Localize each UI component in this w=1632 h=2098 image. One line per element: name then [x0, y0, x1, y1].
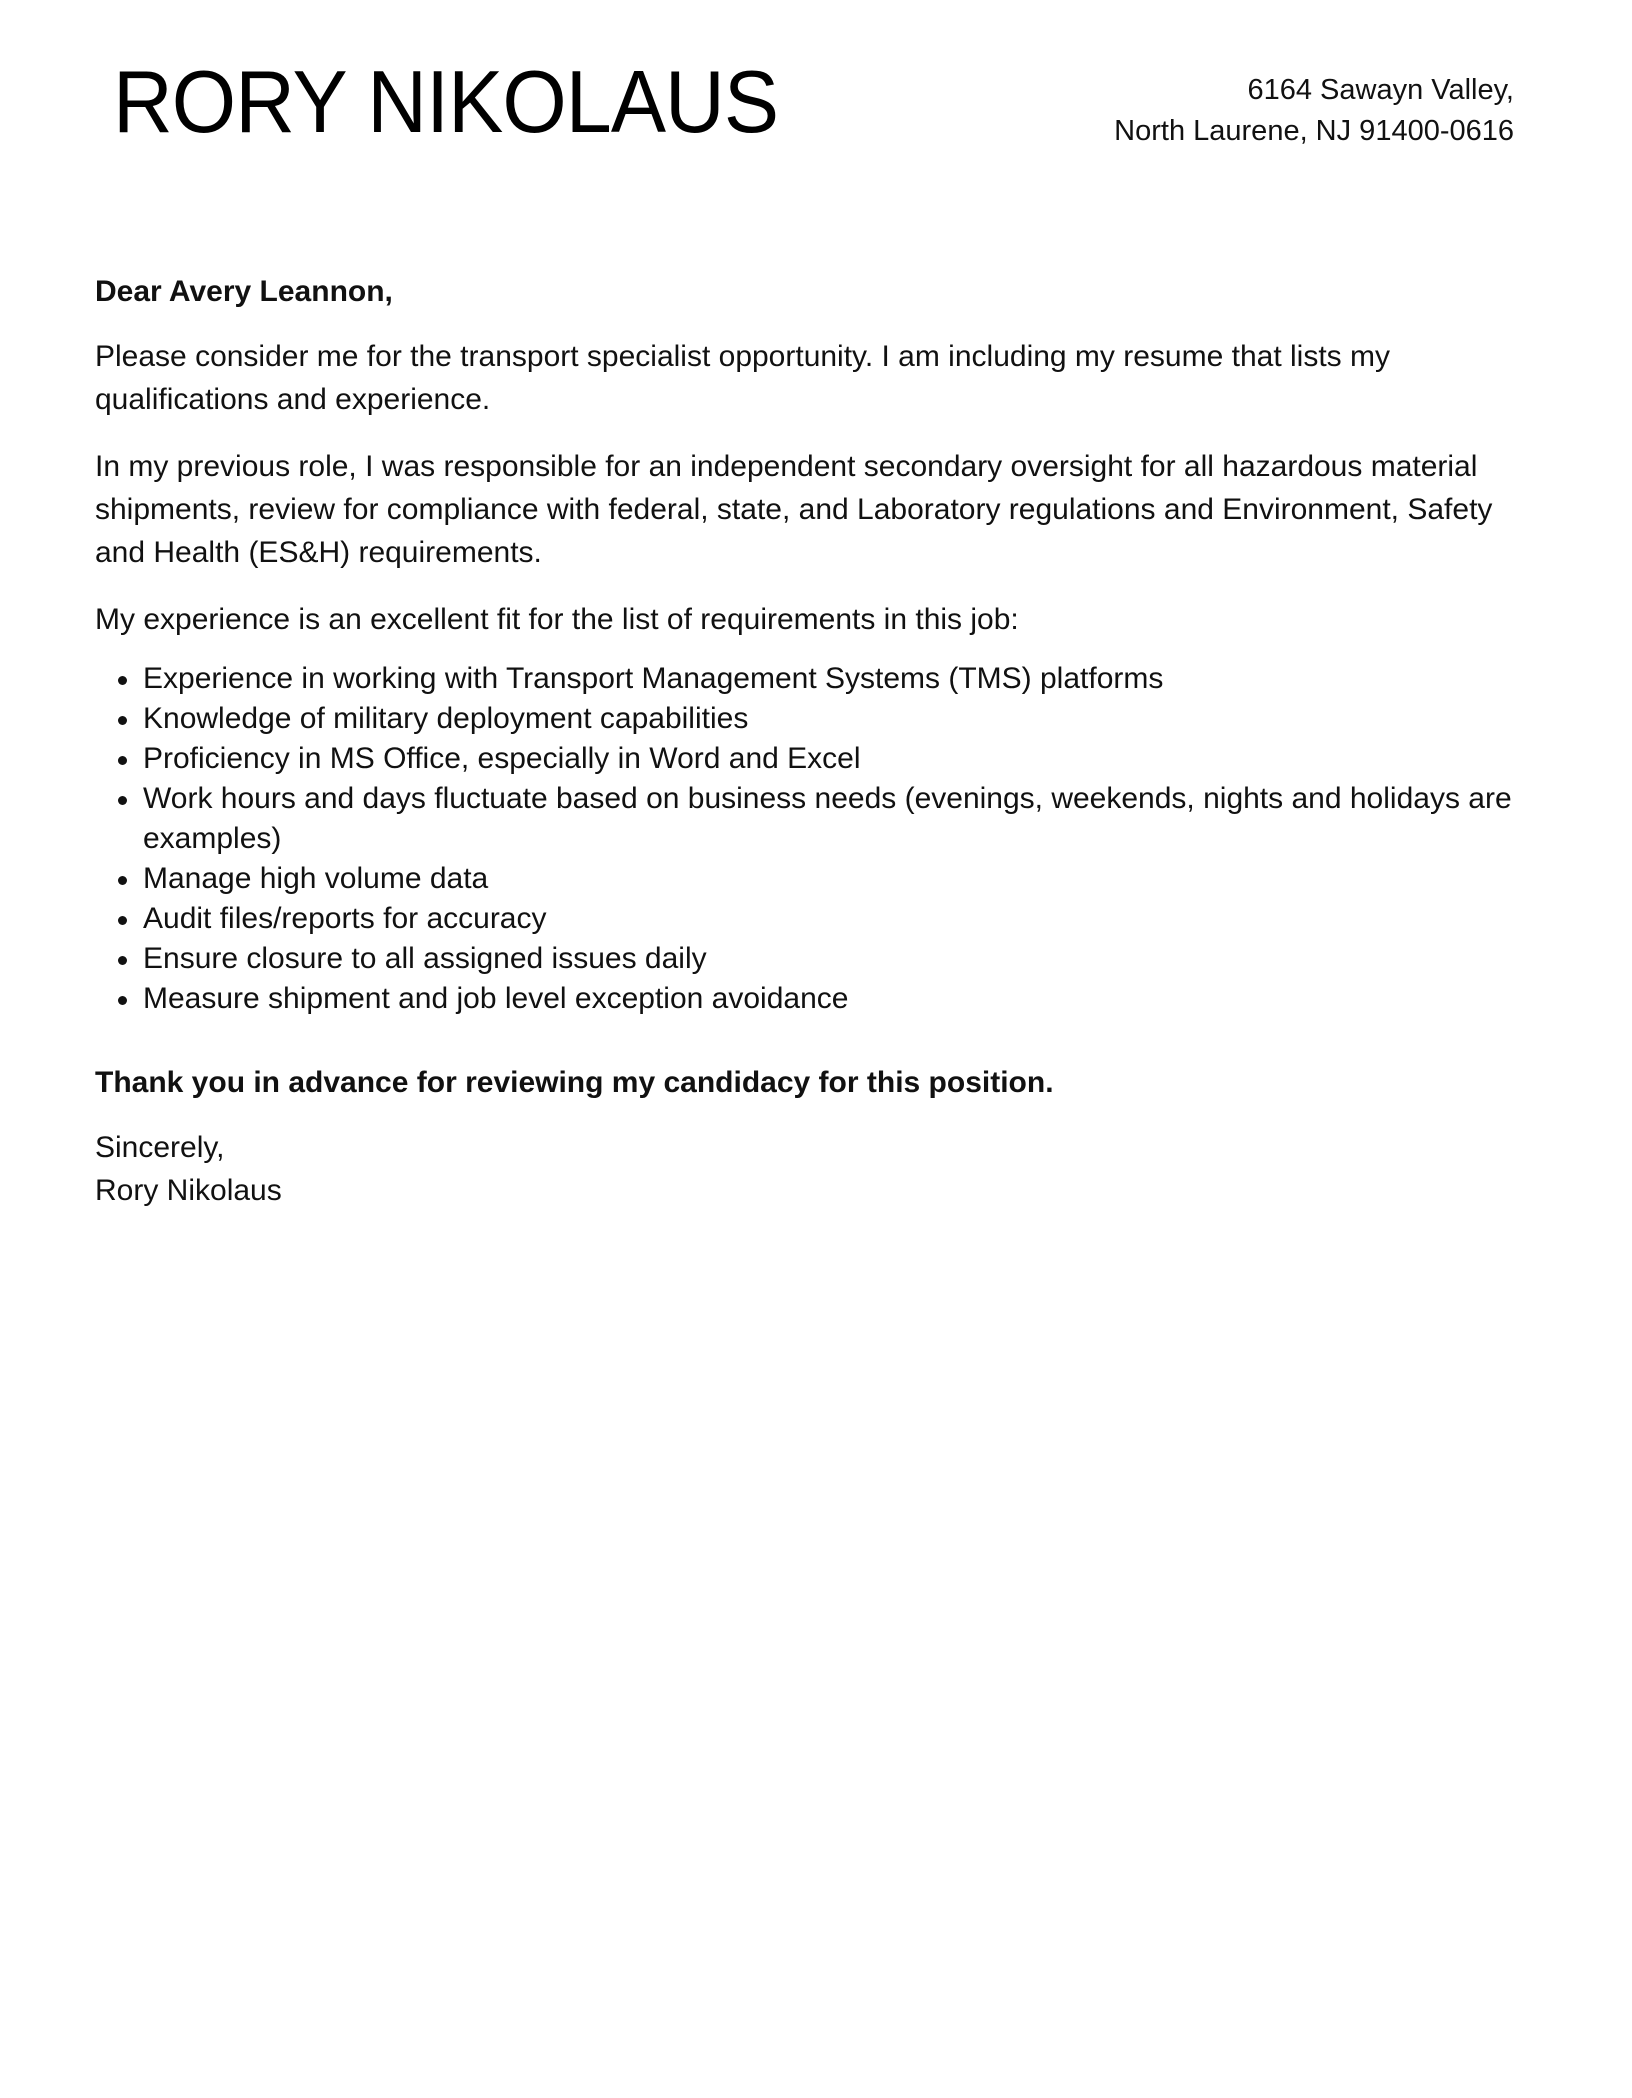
signoff: Sincerely,: [95, 1131, 225, 1164]
list-item: [95, 979, 1535, 1019]
bullet-icon: [118, 876, 127, 885]
address-line-2: North Laurene, NJ 91400-0616: [1114, 115, 1514, 147]
bullet-icon: [118, 916, 127, 925]
requirements-list: [95, 659, 1535, 1019]
bullet-icon: [118, 716, 127, 725]
bullet-icon: [118, 996, 127, 1005]
applicant-name: RORY NIKOLAUS: [113, 52, 779, 151]
address-line-1: 6164 Sawayn Valley,: [1247, 74, 1514, 106]
list-item-text: Work hours and days fluctuate based on business needs (evenings, weekends, nights and holidays are examples): [143, 782, 1512, 855]
list-item-text: Manage high volume data: [143, 862, 489, 895]
list-item-text: Knowledge of military deployment capabilities: [143, 702, 749, 735]
list-item: [95, 699, 1535, 739]
letter-body: [95, 270, 1535, 1212]
signature: Rory Nikolaus: [95, 1174, 282, 1207]
list-item: [95, 739, 1535, 779]
list-item: [95, 899, 1535, 939]
applicant-address: [1114, 70, 1514, 152]
bullet-icon: [118, 676, 127, 685]
greeting: Dear Avery Leannon,: [95, 275, 393, 308]
list-item: [95, 779, 1535, 859]
list-item-text: Ensure closure to all assigned issues daily: [143, 942, 707, 975]
list-item: [95, 859, 1535, 899]
intro-paragraph: Please consider me for the transport specialist opportunity. I am including my resume that lists my qualifications and experience.: [95, 340, 1390, 416]
list-item: [95, 659, 1535, 699]
experience-paragraph: In my previous role, I was responsible for an independent secondary oversight for all hazardous material shipments, review for compliance with federal, state, and Laboratory regulations and Environment, Safety and Health (ES&H) requirements.: [95, 450, 1493, 569]
bullet-icon: [118, 796, 127, 805]
list-item-text: Audit files/reports for accuracy: [143, 902, 547, 935]
list-item-text: Proficiency in MS Office, especially in Word and Excel: [143, 742, 861, 775]
fit-paragraph: My experience is an excellent fit for the list of requirements in this job:: [95, 603, 1019, 636]
bullet-icon: [118, 956, 127, 965]
closing-statement: Thank you in advance for reviewing my candidacy for this position.: [95, 1066, 1054, 1099]
list-item-text: Experience in working with Transport Management Systems (TMS) platforms: [143, 662, 1164, 695]
bullet-icon: [118, 756, 127, 765]
list-item-text: Measure shipment and job level exception avoidance: [143, 982, 849, 1015]
list-item: [95, 939, 1535, 979]
